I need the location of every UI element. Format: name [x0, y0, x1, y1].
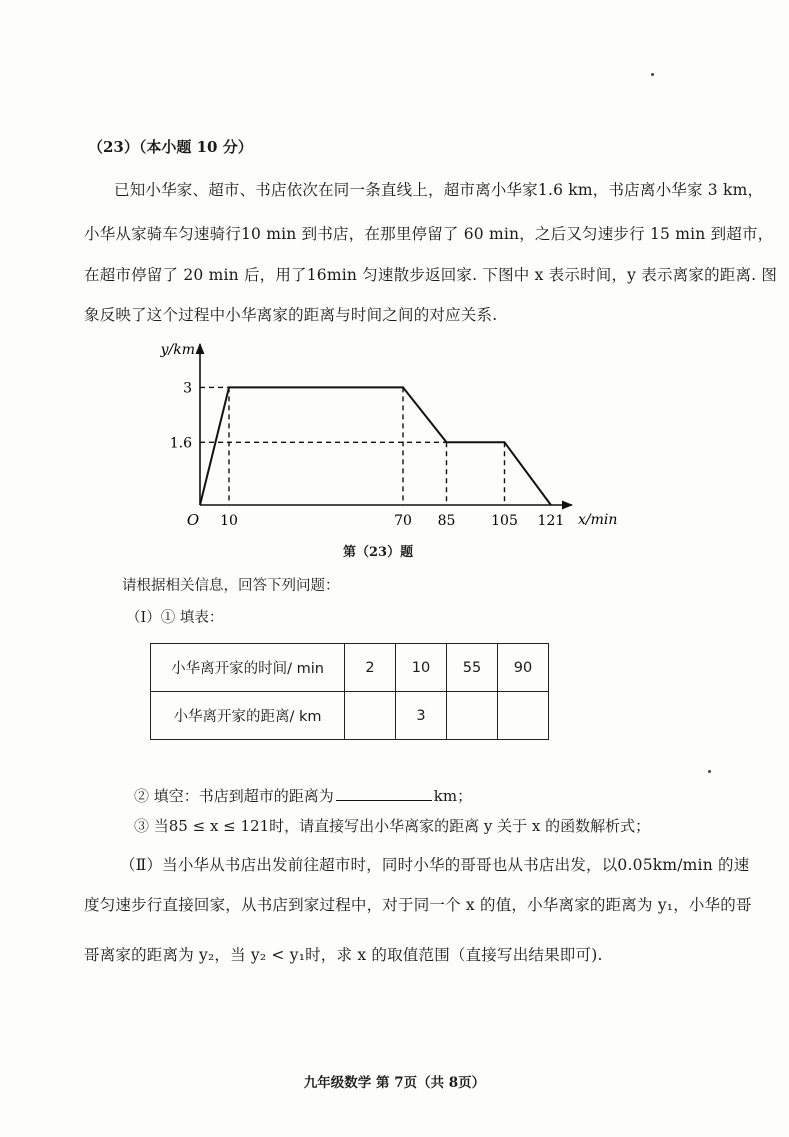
x-tick-label: 70: [394, 513, 412, 529]
part2-line-2: 度匀速步行直接回家，从书店到家过程中，对于同一个 x 的值，小华离家的距离为 y₁，小华的哥: [84, 896, 752, 914]
table-cell-blank[interactable]: [498, 692, 549, 740]
problem-line-4: 象反映了这个过程中小华离家的距离与时间之间的对应关系.: [84, 306, 498, 324]
table-cell-blank[interactable]: [447, 692, 498, 740]
y-tick-label: 1.6: [169, 435, 192, 452]
problem-line-3: 在超市停留了 20 min 后，用了16min 匀速散步返回家. 下图中 x 表示时间，y 表示离家的距离. 图: [84, 266, 778, 284]
problem-line-2: 小华从家骑车匀速骑行10 min 到书店，在那里停留了 60 min，之后又匀速步行 15 min 到超市，: [84, 225, 774, 243]
scan-speck: [651, 73, 654, 76]
x-tick-label: 105: [491, 513, 518, 529]
scan-speck: [708, 770, 711, 773]
row-label-distance: 小华离开家的距离/ km: [151, 692, 345, 740]
part2-line-1: （Ⅱ）当小华从书店出发前往超市时，同时小华的哥哥也从书店出发，以0.05km/min 的速: [120, 856, 750, 874]
question-prompt: 请根据相关信息，回答下列问题：: [122, 578, 340, 594]
question-2: [134, 785, 472, 806]
x-axis-label: x/min: [578, 512, 618, 528]
table-row: [151, 692, 549, 740]
table-cell: 10: [396, 644, 447, 692]
y-tick-label: 3: [183, 380, 192, 397]
x-tick-label: 10: [220, 513, 238, 529]
part1-label: （Ⅰ）① 填表：: [126, 610, 224, 626]
problem-line-1: 已知小华家、超市、书店依次在同一条直线上，超市离小华家1.6 km，书店离小华家 3 km，: [114, 181, 764, 199]
distance-series-line: [200, 387, 551, 505]
row-label-time: 小华离开家的时间/ min: [151, 644, 345, 692]
table-row: [151, 644, 549, 692]
distance-time-graph: [150, 330, 630, 535]
figure-caption: 第（23）题: [343, 545, 414, 560]
question-2-suffix: km；: [433, 787, 473, 805]
table-cell: 90: [498, 644, 549, 692]
problem-heading: （23）（本小题 10 分）: [88, 138, 253, 156]
page-footer: 九年级数学 第 7页（共 8页）: [303, 1075, 486, 1091]
x-tick-label: 85: [437, 513, 456, 529]
fill-in-table: [150, 643, 549, 740]
dashed-guides: [200, 387, 505, 505]
table-cell: 2: [345, 644, 396, 692]
table-cell-blank[interactable]: [345, 692, 396, 740]
x-tick-label: 121: [537, 513, 565, 529]
question-3: ③ 当85 ≤ x ≤ 121时，请直接写出小华离家的距离 y 关于 x 的函数解析式；: [134, 817, 651, 835]
question-2-prefix: ② 填空：书店到超市的距离为: [134, 787, 334, 805]
origin-label: O: [186, 511, 200, 529]
table-cell: 55: [447, 644, 498, 692]
part2-line-3: 哥离家的距离为 y₂，当 y₂ < y₁时，求 x 的取值范围（直接写出结果即可).: [84, 946, 603, 964]
table-cell: 3: [396, 692, 447, 740]
answer-blank[interactable]: [336, 786, 432, 801]
y-axis-label: y/km: [160, 342, 195, 358]
